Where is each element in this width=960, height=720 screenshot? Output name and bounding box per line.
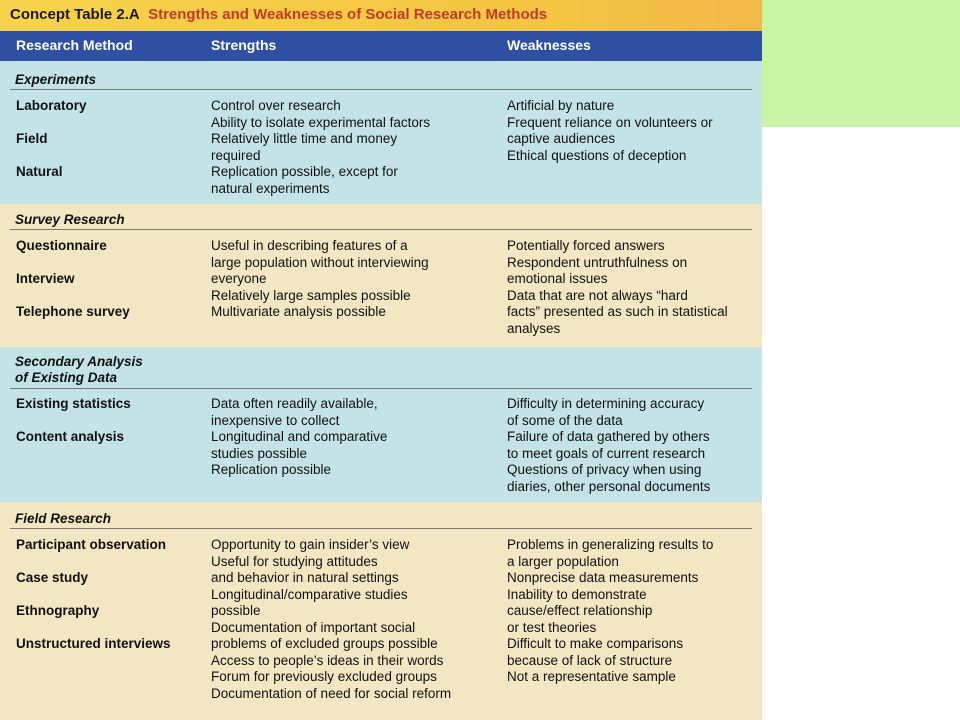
weakness-line: Artificial by nature [507,98,615,113]
weakness-line: Not a representative sample [507,669,676,684]
weakness-line: to meet goals of current research [507,446,706,461]
table-title-text: Strengths and Weaknesses of Social Research Methods [148,6,548,23]
method-case-study: Case study [16,570,89,585]
method-ethnography: Ethnography [16,603,100,618]
strength-line: studies possible [211,446,308,461]
weakness-line: Potentially forced answers [507,238,665,253]
section-rule [10,89,752,90]
method-unstructured-interviews: Unstructured interviews [16,636,171,651]
strength-line: Replication possible [211,462,332,477]
strength-line: large population without interviewing [211,255,429,270]
weakness-line: facts” presented as such in statistical [507,304,728,319]
weakness-line: diaries, other personal documents [507,479,711,494]
weakness-line: cause/effect relationship [507,603,653,618]
weakness-line: because of lack of structure [507,653,673,668]
section-rule [10,528,752,529]
strength-line: Ability to isolate experimental factors [211,115,431,130]
strength-line: problems of excluded groups possible [211,636,438,651]
method-interview: Interview [16,271,75,286]
strength-line: Forum for previously excluded groups [211,669,437,684]
strength-line: Replication possible, except for [211,164,398,179]
weakness-line: Nonprecise data measurements [507,570,699,585]
strength-line: Relatively large samples possible [211,288,411,303]
method-field: Field [16,131,48,146]
strength-line: possible [211,603,261,618]
section-secondary-analysis: Secondary Analysis [15,354,143,369]
strength-line: inexpensive to collect [211,413,340,428]
weakness-line: Difficult to make comparisons [507,636,684,651]
method-laboratory: Laboratory [16,98,87,113]
method-existing-statistics: Existing statistics [16,396,131,411]
strength-line: Access to people’s ideas in their words [211,653,444,668]
strength-line: Opportunity to gain insider’s view [211,537,410,552]
section-field-research: Field Research [15,511,112,526]
method-questionnaire: Questionnaire [16,238,107,253]
strength-line: Multivariate analysis possible [211,304,386,319]
weakness-line: or test theories [507,620,597,635]
strength-line: Documentation of important social [211,620,416,635]
strength-line: everyone [211,271,267,286]
strength-line: Longitudinal/comparative studies [211,587,408,602]
weakness-line: Questions of privacy when using [507,462,702,477]
strength-line: Longitudinal and comparative [211,429,388,444]
weakness-line: Frequent reliance on volunteers or [507,115,713,130]
weakness-line: Data that are not always “hard [507,288,688,303]
table-title-lead: Concept Table 2.A [10,6,140,23]
strength-line: Documentation of need for social reform [211,686,452,701]
section-rule [10,229,752,230]
strength-line: Useful in describing features of a [211,238,408,253]
strength-line: Useful for studying attitudes [211,554,378,569]
method-participant-observation: Participant observation [16,537,167,552]
weakness-line: analyses [507,321,561,336]
strength-line: Control over research [211,98,341,113]
green-panel [762,0,960,127]
weakness-line: Failure of data gathered by others [507,429,710,444]
section-experiments: Experiments [15,72,97,87]
weakness-line: emotional issues [507,271,608,286]
title-bar [0,0,762,31]
header-research-method: Research Method [16,37,133,53]
strength-line: Relatively little time and money [211,131,398,146]
section-rule [10,388,752,389]
weakness-line: Ethical questions of deception [507,148,687,163]
weakness-line: Inability to demonstrate [507,587,647,602]
strength-line: natural experiments [211,181,330,196]
strength-line: and behavior in natural settings [211,570,399,585]
weakness-line: Problems in generalizing results to [507,537,714,552]
strength-line: required [211,148,261,163]
weakness-line: captive audiences [507,131,616,146]
method-natural: Natural [16,164,63,179]
section-secondary-analysis-line2: of Existing Data [15,370,118,385]
header-weaknesses: Weaknesses [507,37,591,53]
weakness-line: a larger population [507,554,619,569]
strength-line: Data often readily available, [211,396,378,411]
weakness-line: Respondent untruthfulness on [507,255,688,270]
method-content-analysis: Content analysis [16,429,125,444]
weakness-line: of some of the data [507,413,623,428]
table-title [10,6,547,23]
section-survey-research: Survey Research [15,212,125,227]
weakness-line: Difficulty in determining accuracy [507,396,705,411]
header-strengths: Strengths [211,37,277,53]
method-telephone-survey: Telephone survey [16,304,130,319]
